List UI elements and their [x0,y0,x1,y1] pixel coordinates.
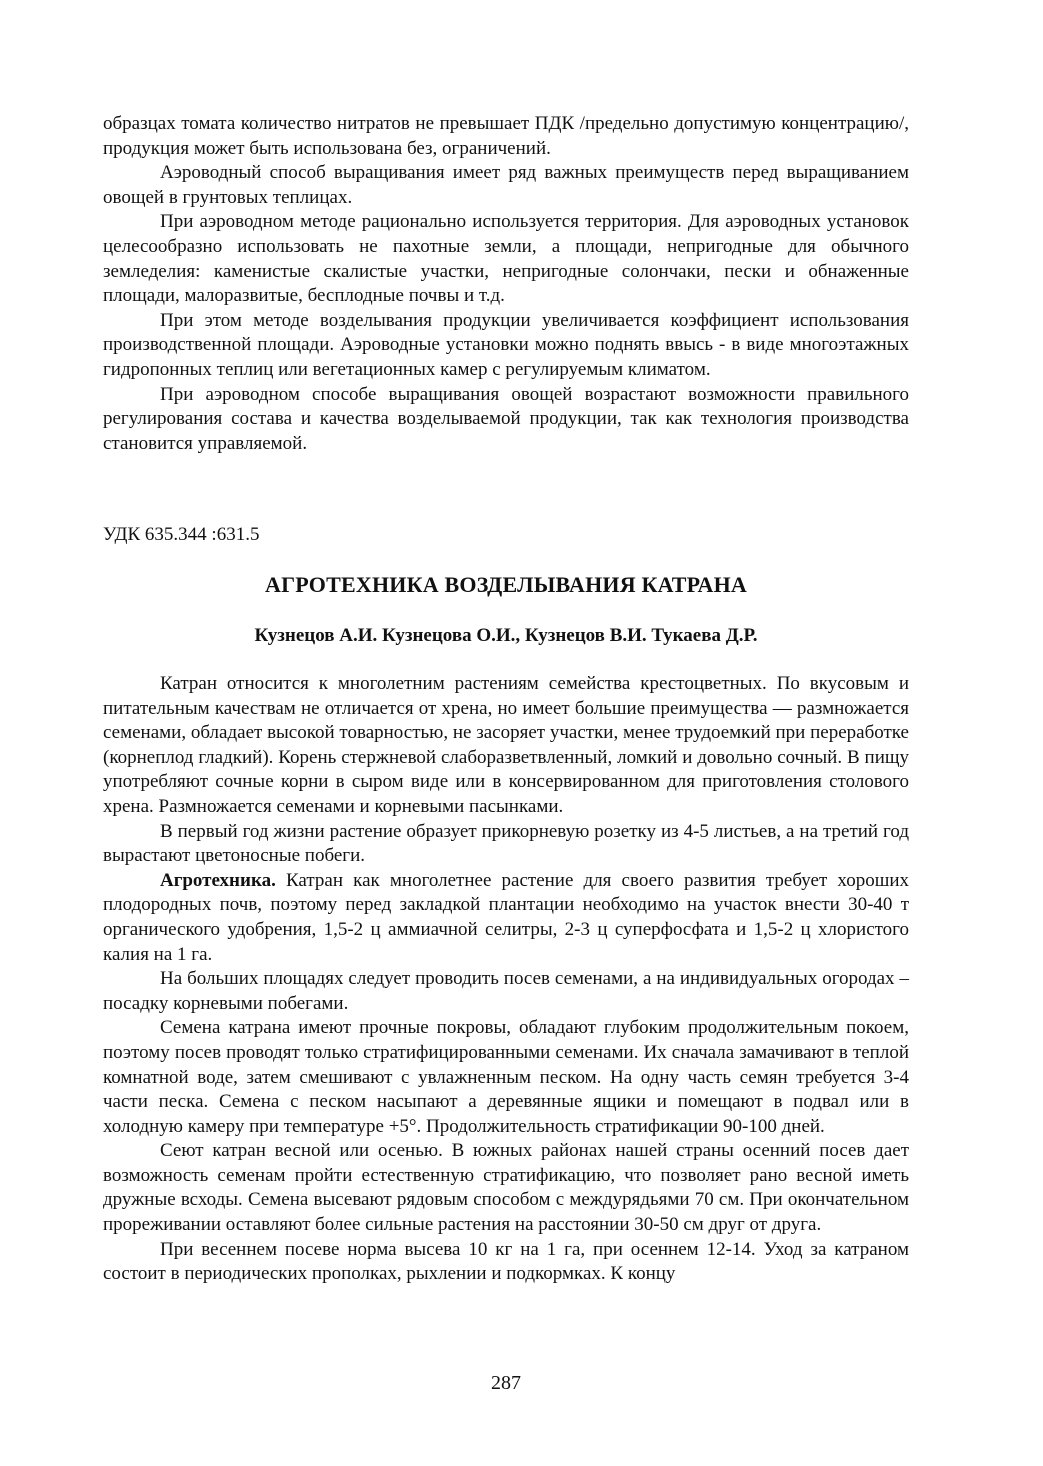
paragraph: При этом методе возделывания продукции увеличивается коэффициент использования производственной площади. Аэроводные установки можно поднять ввысь - в виде многоэтажных гидропонных теплиц или вегетационных камер с регулируемым климатом. [103,309,909,380]
paragraph: На больших площадях следует проводить посев семенами, а на индивидуальных огородах – посадку корневыми побегами. [103,968,909,1014]
paragraph: Семена катрана имеют прочные покровы, обладают глубоким продолжительным покоем, поэтому посев проводят только стратифицированными семенами. Их сначала замачивают в теплой комнатной воде, затем смешивают с увлажненным песком. На одну часть семян требуется 3-4 части песка. Семена с песком насыпают а деревянные ящики и помещают в подвал или в холодную камеру при температуре +5°. Продолжительность стратификации 90-100 дней. [103,1017,909,1137]
paragraph: При аэроводном методе рационально используется территория. Для аэроводных установок целесообразно использовать не пахотные земли, а площади, непригодные для обычного земледелия: каменистые скалистые участки, непригодные солончаки, пески и обнаженные площади, малоразвитые, бесплодные почвы и т.д. [103,211,909,307]
article-authors: Кузнецов А.И. Кузнецова О.И., Кузнецов В.И. Тукаева Д.Р. [254,625,758,646]
paragraph-agrotechnics [103,869,909,967]
page-number: 287 [491,1372,521,1394]
paragraph: образцах томата количество нитратов не превышает ПДК /предельно допустимую концентрацию/, продукция может быть использована без, ограничений. [103,113,909,159]
paragraph: Аэроводный способ выращивания имеет ряд важных преимуществ перед выращиванием овощей в грунтовых теплицах. [103,162,909,208]
paragraph: Катран относится к многолетним растениям семейства крестоцветных. По вкусовым и питательным качествам не отличается от хрена, но имеет большие преимущества — размножается семенами, обладает высокой товарностью, не засоряет участки, менее трудоемкий при переработке (корнеплод гладкий). Корень стержневой слаборазветвленный, ломкий и довольно сочный. В пищу употребляют сочные корни в сыром виде или в консервированном для приготовления столового хрена. Размножается семенами и корневыми пасынками. [103,673,909,817]
udk-code: УДК 635.344 :631.5 [103,524,260,545]
paragraph: В первый год жизни растение образует прикорневую розетку из 4-5 листьев, а на третий год вырастают цветоносные побеги. [103,820,909,867]
paragraph: Сеют катран весной или осенью. В южных районах нашей страны осенний посев дает возможность семенам пройти естественную стратификацию, что позволяет рано весной иметь дружные всходы. Семена высевают рядовым способом с междурядьями 70 см. При окончательном прореживании оставляют более сильные растения на расстоянии 30-50 см друг от друга. [103,1140,909,1236]
article-title: АГРОТЕХНИКА ВОЗДЕЛЫВАНИЯ КАТРАНА [265,572,747,597]
paragraph: При аэроводном способе выращивания овощей возрастают возможности правильного регулирования состава и качества возделываемой продукции, так как технология производства становится управляемой. [103,383,909,454]
paragraph-text: Катран как многолетнее растение для своего развития требует хороших плодородных почв, поэтому перед закладкой плантации необходимо на участок внести 30-40 т органического удобрения, 1,5-2 ц аммиачной селитры, 2-3 ц суперфосфата и 1,5-2 ц хлористого калия на 1 га. [103,869,909,965]
paragraph: При весеннем посеве норма высева 10 кг на 1 га, при осеннем 12-14. Уход за катраном состоит в периодических прополках, рыхлении и подкормках. К концу [103,1238,909,1285]
previous-article-ending [103,112,909,456]
paragraph-lead-term: Агротехника. [160,869,276,891]
article-body [103,672,909,1287]
